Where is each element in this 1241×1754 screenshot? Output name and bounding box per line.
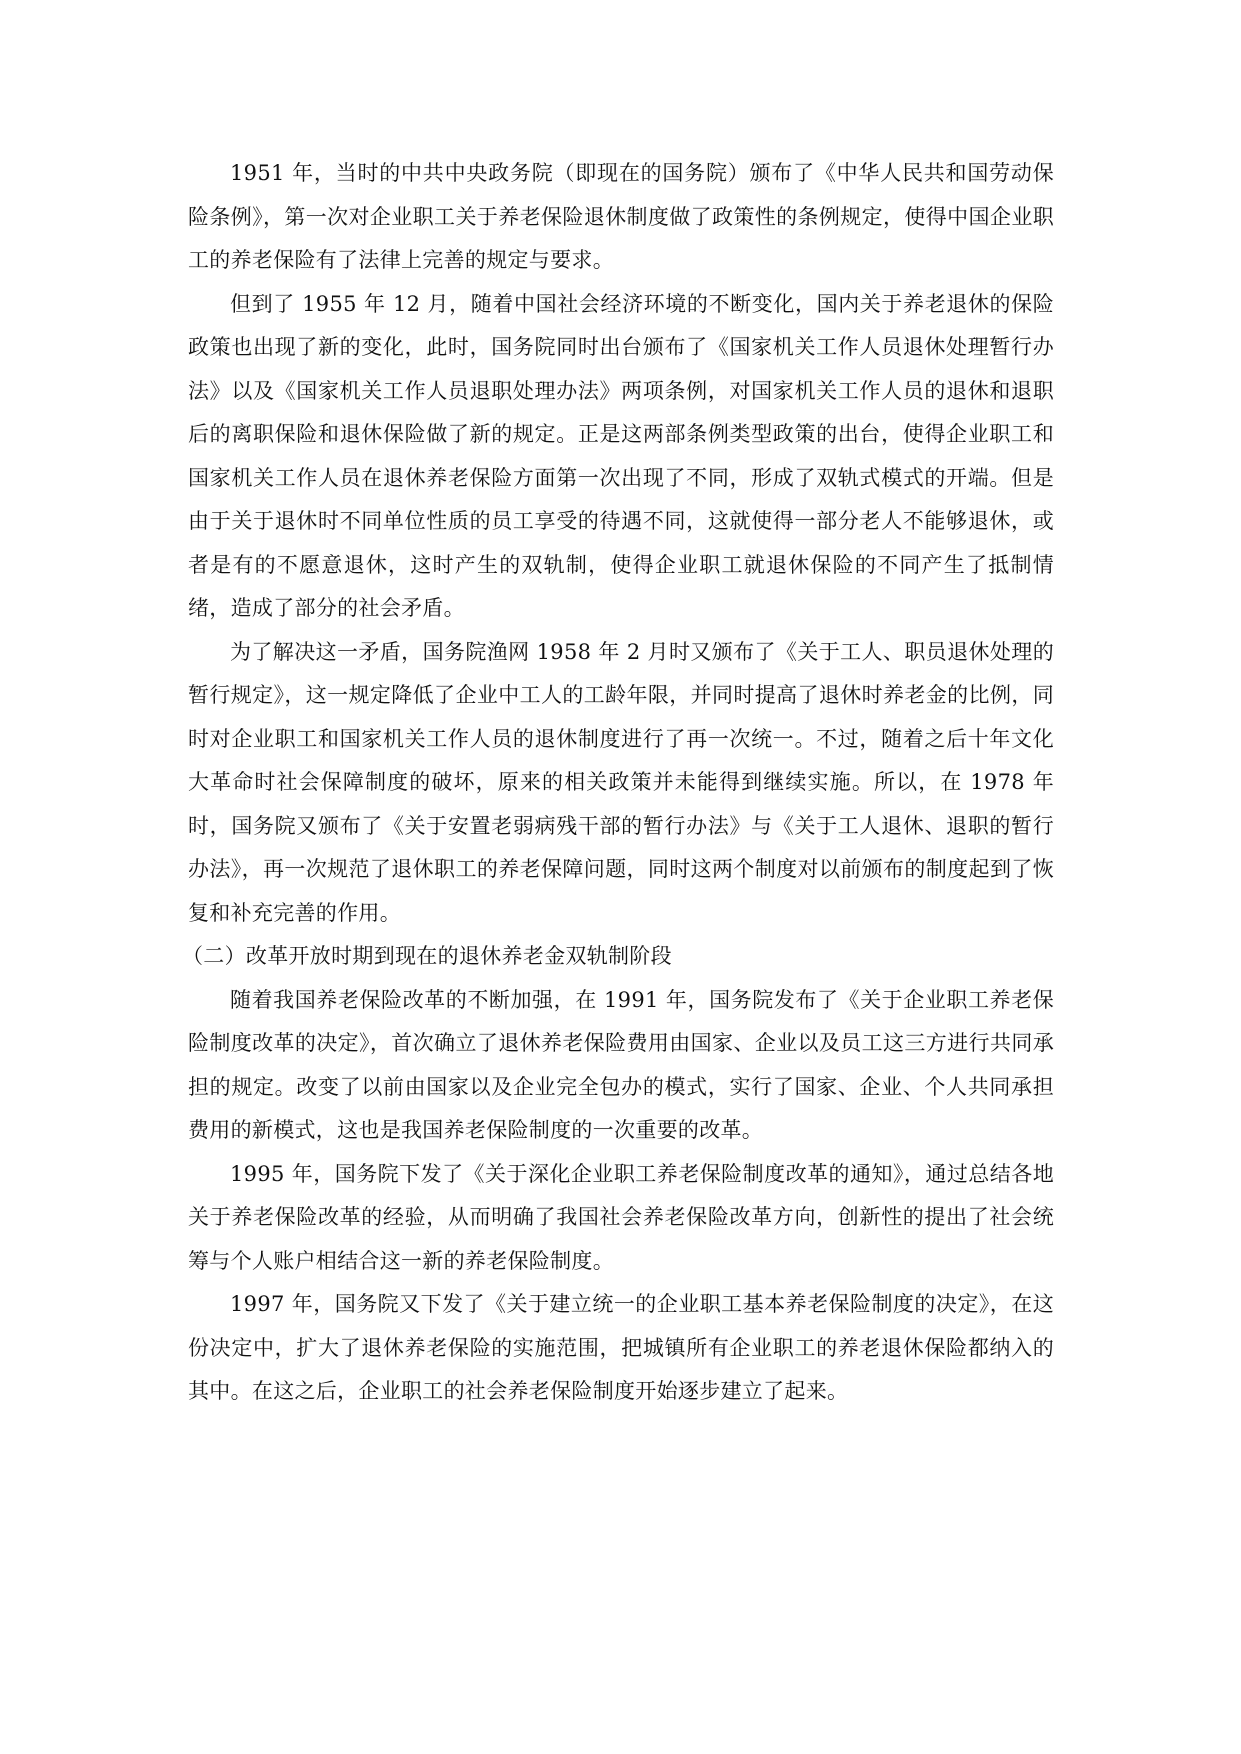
section-heading: （二）改革开放时期到现在的退休养老金双轨制阶段 (182, 944, 672, 968)
paragraph-1951-labor-insurance: 1951 年，当时的中共中央政务院（即现在的国务院）颁布了《中华人民共和国劳动保险条例》，第一次对企业职工关于养老保险退休制度做了政策性的条例规定，使得中国企业职工的养老保险有了法律上完善的规定与要求。 (188, 161, 1054, 272)
paragraph-1995-reform: 1995 年，国务院下发了《关于深化企业职工养老保险制度改革的通知》，通过总结各地关于养老保险改革的经验，从而明确了我国社会养老保险改革方向，创新性的提出了社会统筹与个人账户相结合这一新的养老保险制度。 (188, 1161, 1054, 1273)
paragraph-1997-reform: 1997 年，国务院又下发了《关于建立统一的企业职工基本养老保险制度的决定》，在这份决定中，扩大了退休养老保险的实施范围，把城镇所有企业职工的养老退休保险都纳入的其中。在这之后，企业职工的社会养老保险制度开始逐步建立了起来。 (188, 1292, 1054, 1403)
paragraph-1991-reform: 随着我国养老保险改革的不断加强，在 1991 年，国务院发布了《关于企业职工养老保险制度改革的决定》，首次确立了退休养老保险费用由国家、企业以及员工这三方进行共同承担的规定。改变了以前由国家以及企业完全包办的模式，实行了国家、企业、个人共同承担费用的新模式，这也是我国养老保险制度的一次重要的改革。 (188, 987, 1054, 1142)
paragraph-1958-1978-regulations: 为了解决这一矛盾，国务院渔网 1958 年 2 月时又颁布了《关于工人、职员退休处理的暂行规定》，这一规定降低了企业中工人的工龄年限，并同时提高了退休时养老金的比例，同时对企业职工和国家机关工作人员的退休制度进行了再一次统一。不过，随着之后十年文化大革命时社会保障制度的破坏，原来的相关政策并未能得到继续实施。所以，在 1978 年时，国务院又颁布了《关于安置老弱病残干部的暂行办法》与《关于工人退休、退职的暂行办法》，再一次规范了退休职工的养老保障问题，同时这两个制度对以前颁布的制度起到了恢复和补充完善的作用。 (188, 639, 1054, 925)
document-page (182, 152, 1054, 1414)
paragraph-1955-dual-track-origin: 但到了 1955 年 12 月，随着中国社会经济环境的不断变化，国内关于养老退休的保险政策也出现了新的变化，此时，国务院同时出台颁布了《国家机关工作人员退休处理暂行办法》以及《国家机关工作人员退职处理办法》两项条例，对国家机关工作人员的退休和退职后的离职保险和退休保险做了新的规定。正是这两部条例类型政策的出台，使得企业职工和国家机关工作人员在退休养老保险方面第一次出现了不同，形成了双轨式模式的开端。但是由于关于退休时不同单位性质的员工享受的待遇不同，这就使得一部分老人不能够退休，或者是有的不愿意退休，这时产生的双轨制，使得企业职工就退休保险的不同产生了抵制情绪，造成了部分的社会矛盾。 (188, 291, 1054, 620)
